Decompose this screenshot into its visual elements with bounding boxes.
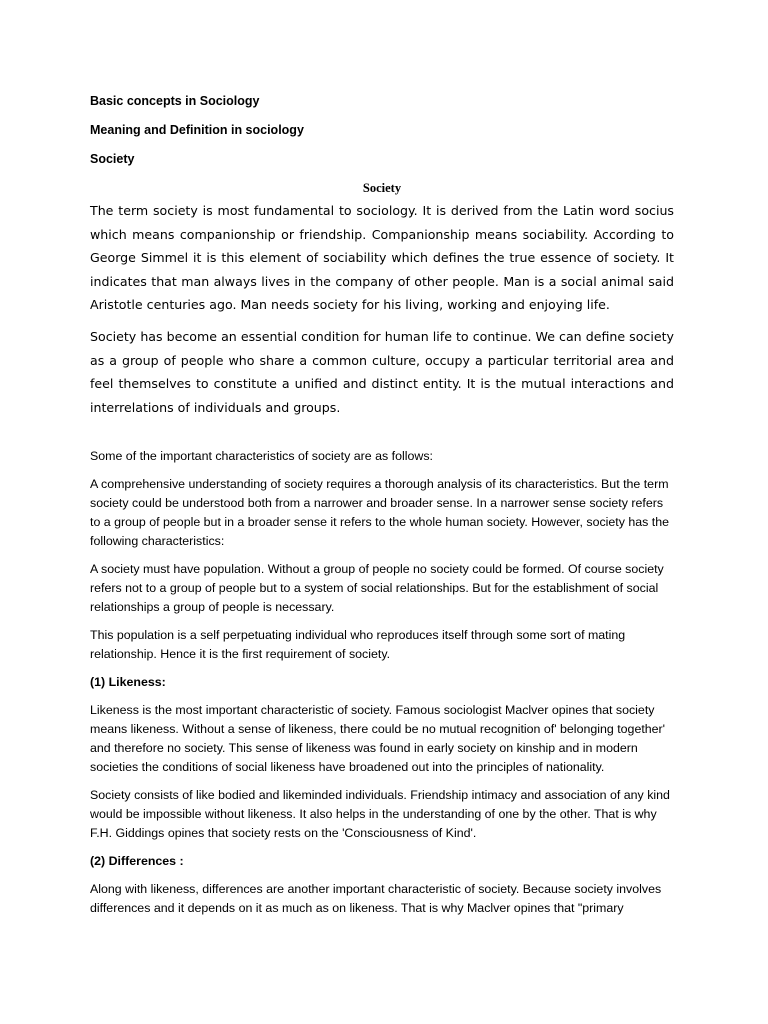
characteristics-intro: Some of the important characteristics of society are as follows:: [90, 449, 433, 464]
heading-basic-concepts: Basic concepts in Sociology: [90, 94, 260, 108]
differences-heading: (2) Differences :: [90, 854, 184, 869]
likeness-paragraph: Society consists of like bodied and likeminded individuals. Friendship intimacy and association of any kind would be impossible without likeness. It also helps in the understanding of one by the other. That is why F.H. Giddings opines that society rests on the 'Consciousness of Kind'.: [90, 788, 670, 841]
section-title-society: Society: [362, 181, 402, 195]
intro-paragraph: The term society is most fundamental to sociology. It is derived from the Latin word socius which means companionship or friendship. Companionship means sociability. According to George Simmel it is this element of sociability which defines the true essence of society. It indicates that man always lives in the company of other people. Man is a social animal said Aristotle centuries ago. Man needs society for his living, working and enjoying life.: [90, 203, 674, 313]
likeness-paragraph: Likeness is the most important characteristic of society. Famous sociologist Maclver opines that society means likeness. Without a sense of likeness, there could be no mutual recognition of' belonging together' and therefore no society. This sense of likeness was found in early society on kinship and in modern societies the conditions of social likeness have broadened out into the principles of nationality.: [90, 703, 666, 775]
likeness-heading: (1) Likeness:: [90, 675, 166, 690]
body-paragraph: A society must have population. Without a group of people no society could be formed. Of course society refers not to a group of people but to a system of social relationships. But for the establishment of social relationships a group of people is necessary.: [90, 562, 664, 615]
heading-meaning-definition: Meaning and Definition in sociology: [90, 123, 304, 137]
heading-society: Society: [90, 152, 135, 166]
body-paragraph: This population is a self perpetuating individual who reproduces itself through some sort of mating relationship. Hence it is the first requirement of society.: [90, 628, 626, 662]
document-page: [90, 93, 674, 927]
intro-paragraph: Society has become an essential condition for human life to continue. We can define society as a group of people who share a common culture, occupy a particular territorial area and feel themselves to constitute a unified and distinct entity. It is the mutual interactions and interrelations of individuals and groups.: [90, 328, 674, 415]
differences-paragraph: Along with likeness, differences are another important characteristic of society. Because society involves differences and it depends on it as much as on likeness. That is why Maclver opines that "primary: [90, 882, 662, 916]
spacer: [90, 427, 674, 447]
body-paragraph: A comprehensive understanding of society requires a thorough analysis of its characteristics. But the term society could be understood both from a narrower and broader sense. In a narrower sense society refers to a group of people but in a broader sense it refers to the whole human society. However, society has the following characteristics:: [90, 477, 670, 549]
